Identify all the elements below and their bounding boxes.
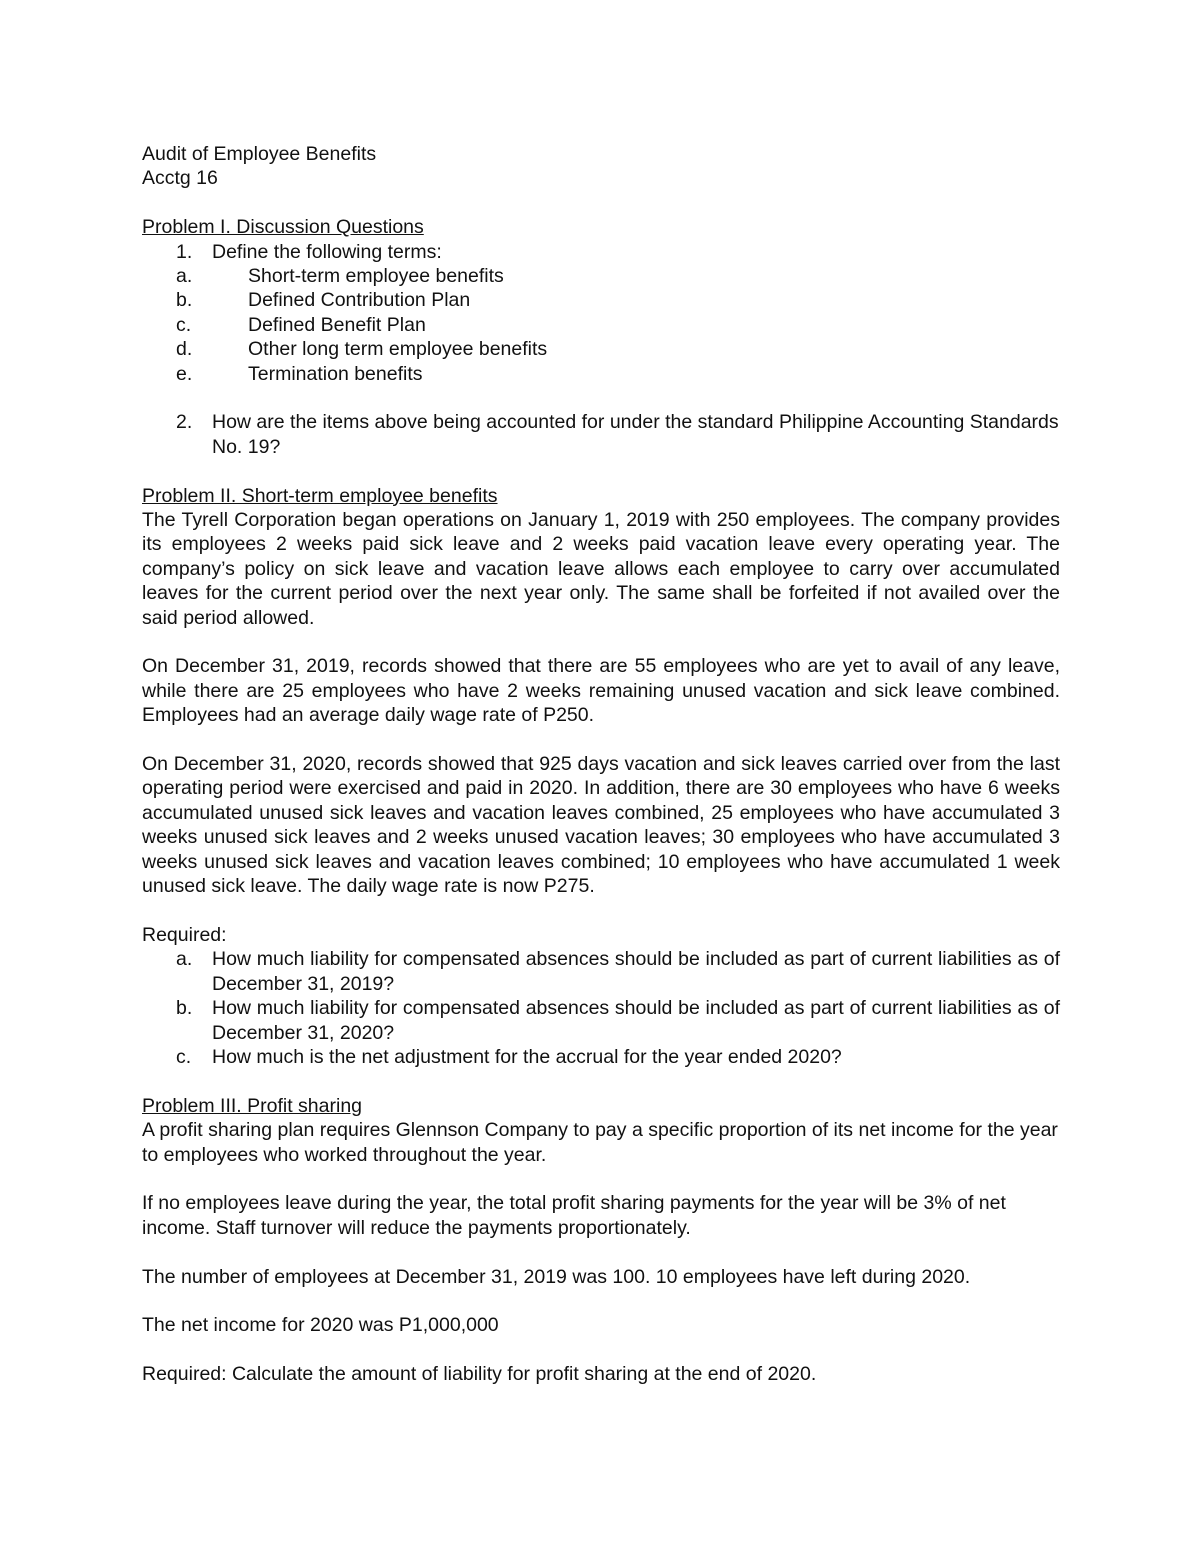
problem2-heading: Problem II. Short-term employee benefits [142,484,498,507]
item-text: Short-term employee benefits [248,265,504,288]
required-label: Required: [142,923,227,946]
list-item [142,1045,1060,1069]
terms-list [142,264,1060,386]
list-item [142,313,1060,337]
course-code: Acctg 16 [142,167,218,190]
item-text: Termination benefits [248,362,423,385]
problem1-heading: Problem I. Discussion Questions [142,216,424,239]
problem2-paragraph-2: On December 31, 2019, records showed that there are 55 employees who are yet to avail of any leave, while there are 25 employees who have 2 weeks remaining unused vacation and sick leave combined. Employees had an average daily wage rate of P250. [142,655,1060,727]
item-text: How much liability for compensated absences should be included as part of current liabilities as of December 31, 2019? [212,948,1060,995]
problem2-paragraph-3: On December 31, 2020, records showed that 925 days vacation and sick leaves carried over from the last operating period were exercised and paid in 2020. In addition, there are 30 employees who have 6 weeks accumulated unused sick leaves and vacation leaves combined, 25 employees who have accumulated 3 weeks unused sick leaves and 2 weeks unused vacation leaves; 30 employees who have accumulated 3 weeks unused sick leaves and vacation leaves combined; 10 employees who have accumulated 1 week unused sick leave. The daily wage rate is now P275. [142,753,1060,898]
question-1 [142,240,1060,264]
document-body [142,142,1060,1387]
problem3-heading: Problem III. Profit sharing [142,1094,363,1117]
item-marker: a. [176,265,193,288]
list-item [142,996,1060,1045]
document-title: Audit of Employee Benefits [142,143,377,165]
item-text: How much is the net adjustment for the accrual for the year ended 2020? [212,1045,842,1068]
item-marker: b. [176,997,193,1020]
problem3-paragraph-2: If no employees leave during the year, the total profit sharing payments for the year will be 3% of net income. Staff turnover will reduce the payments proportionately. [142,1192,1006,1239]
item-marker: a. [176,948,193,971]
item-text: Defined Contribution Plan [248,289,471,312]
item-marker: e. [176,362,193,385]
item-text: Other long term employee benefits [248,338,548,361]
problem1-questions-cont [142,410,1060,459]
item-marker: d. [176,338,193,361]
list-item [142,264,1060,288]
problem2-paragraph-1: The Tyrell Corporation began operations on January 1, 2019 with 250 employees. The company provides its employees 2 weeks paid sick leave and 2 weeks paid vacation leave every operating year. The company’s policy on sick leave and vacation leave allows each employee to carry over accumulated leaves for the current period over the next year only. The same shall be forfeited if not availed over the said period allowed. [142,509,1060,629]
problem3-paragraph-4: The net income for 2020 was P1,000,000 [142,1314,499,1337]
required-list [142,947,1060,1069]
item-text: Defined Benefit Plan [248,313,426,336]
item-text: How much liability for compensated absences should be included as part of current liabilities as of December 31, 2020? [212,997,1060,1044]
question-2 [142,410,1060,459]
question-text: How are the items above being accounted for under the standard Philippine Accounting Standards No. 19? [212,411,1059,458]
question-number: 1. [176,240,193,263]
problem1-questions [142,240,1060,264]
item-marker: c. [176,313,192,336]
problem3-paragraph-1: A profit sharing plan requires Glennson Company to pay a specific proportion of its net income for the year to employees who worked throughout the year. [142,1119,1058,1166]
problem3-paragraph-3: The number of employees at December 31, 2019 was 100. 10 employees have left during 2020. [142,1265,971,1288]
question-text: Define the following terms: [212,240,442,263]
question-number: 2. [176,411,193,434]
item-marker: c. [176,1045,192,1068]
item-marker: b. [176,289,193,312]
list-item [142,947,1060,996]
list-item [142,337,1060,361]
list-item [142,362,1060,386]
problem3-required: Required: Calculate the amount of liability for profit sharing at the end of 2020. [142,1363,817,1386]
list-item [142,288,1060,312]
